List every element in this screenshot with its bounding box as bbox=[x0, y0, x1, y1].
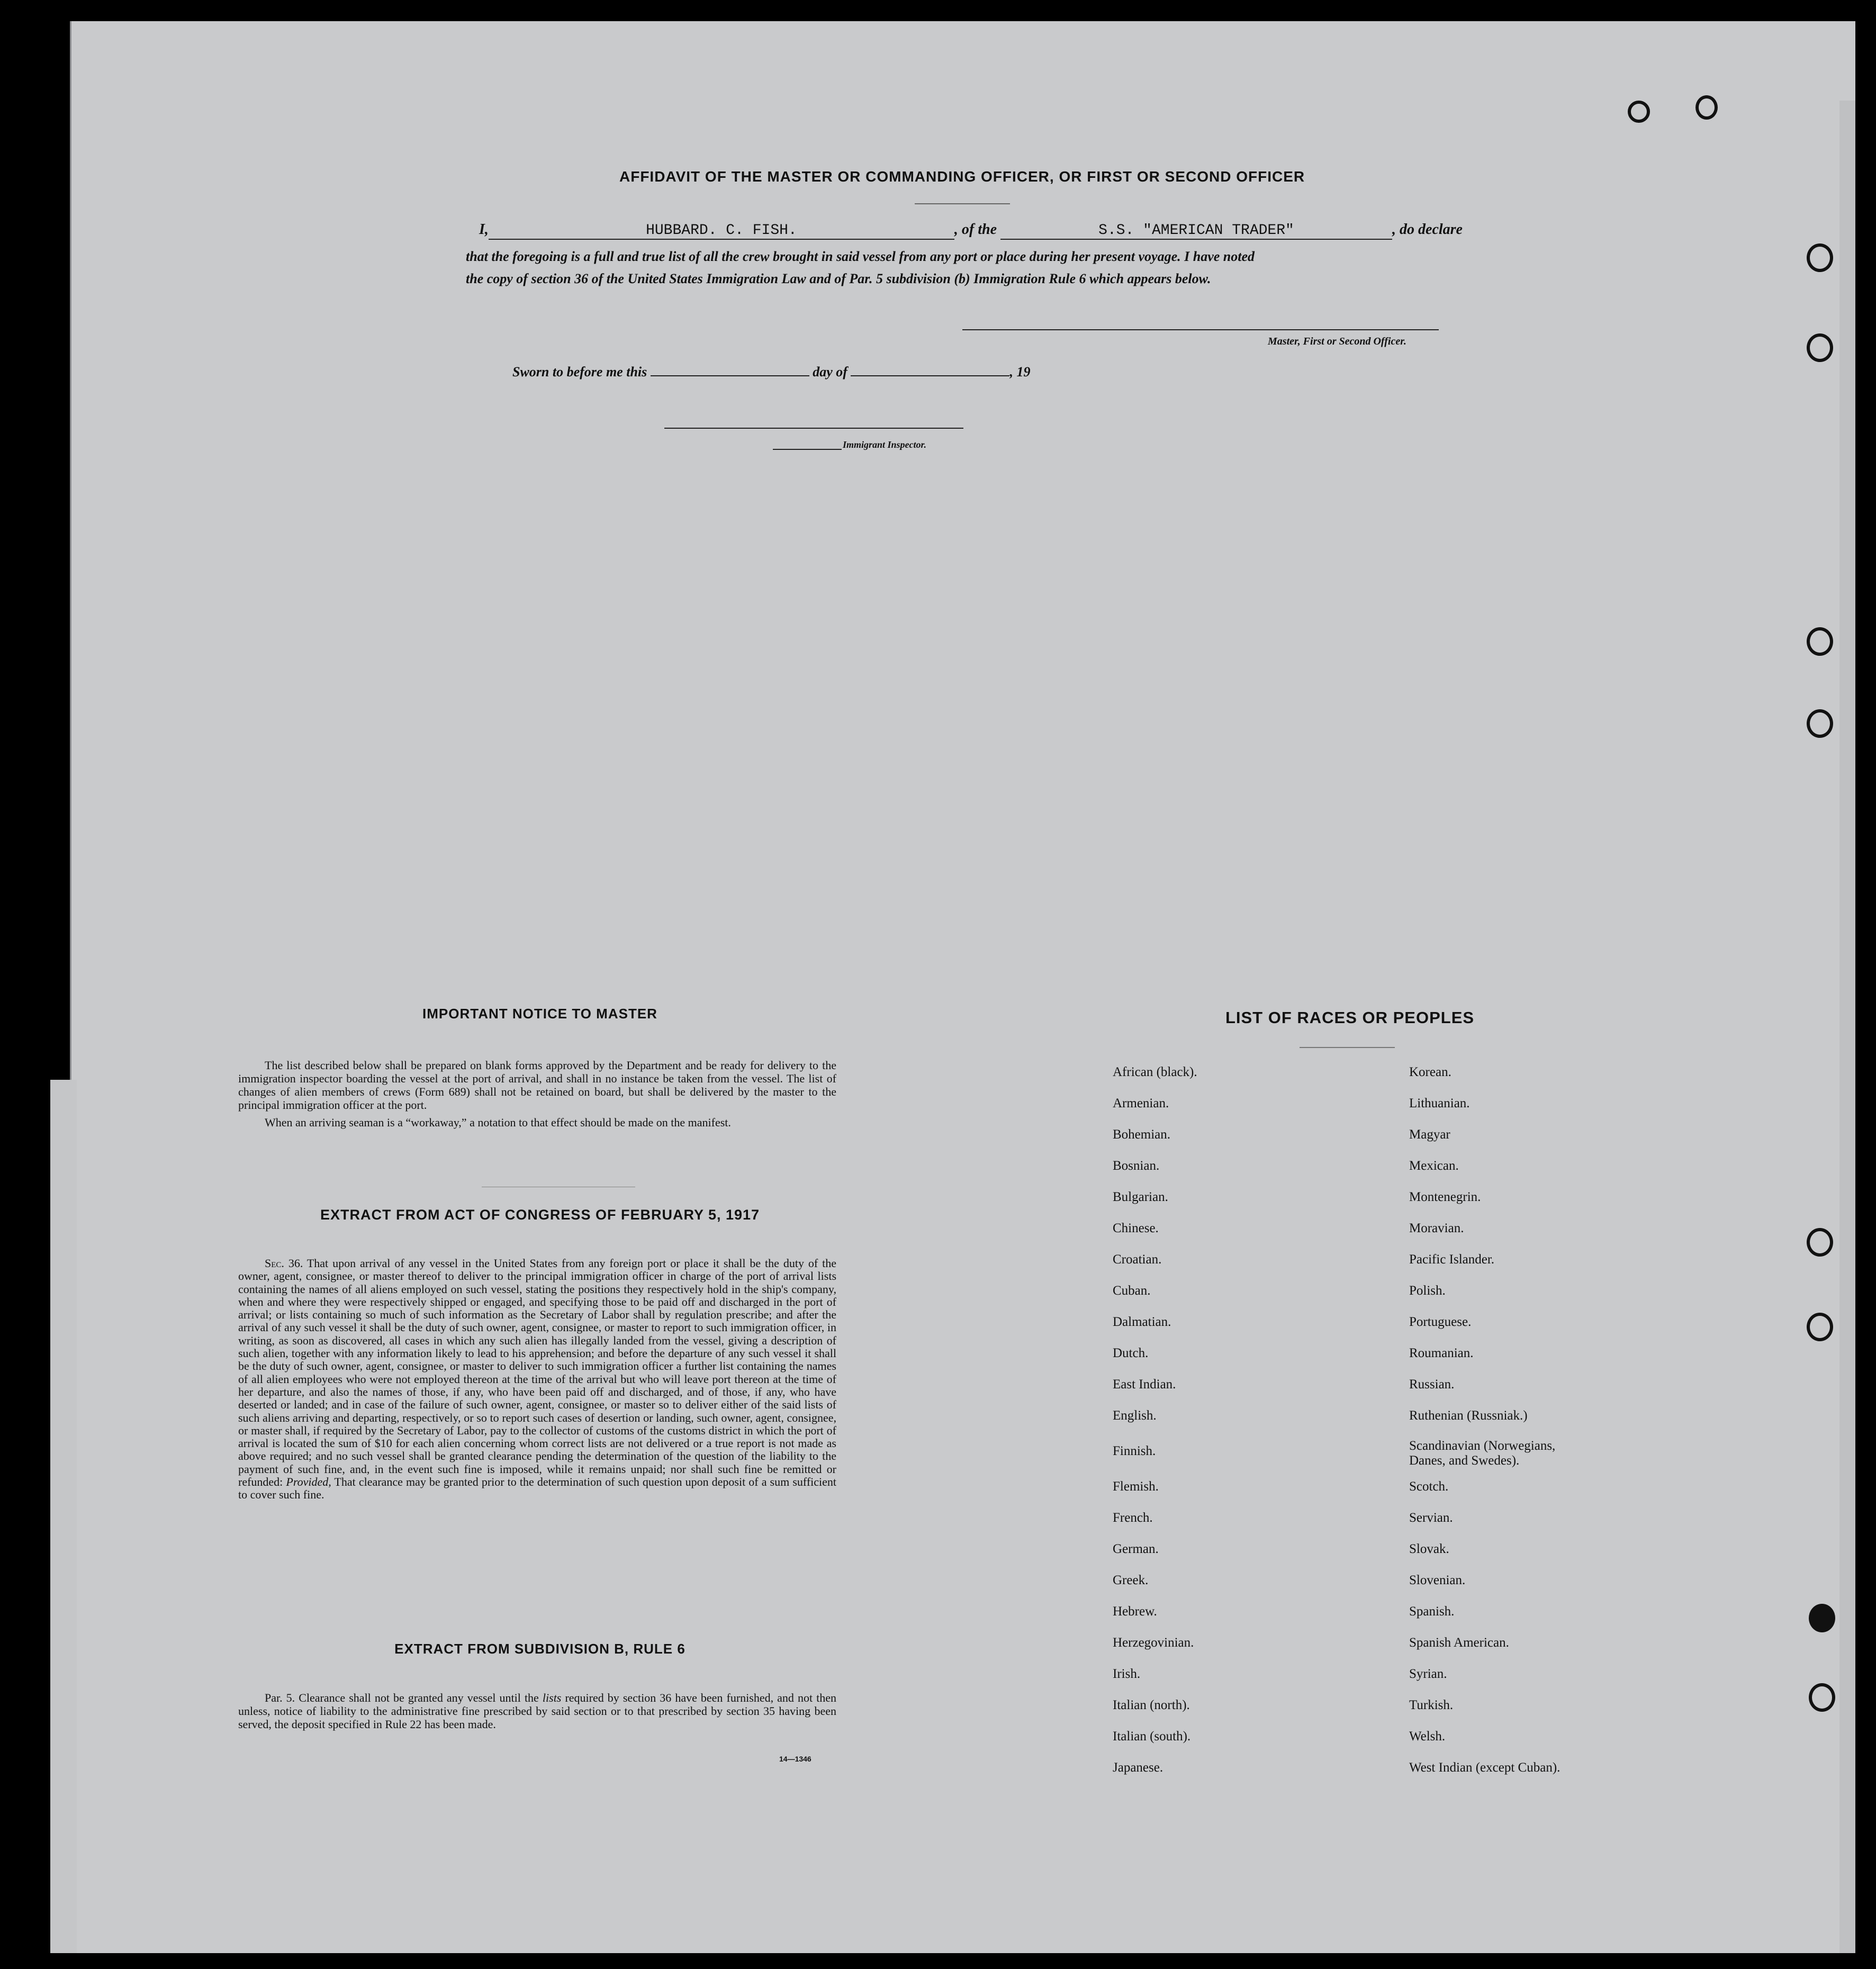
notice-title: IMPORTANT NOTICE TO MASTER bbox=[422, 1006, 657, 1022]
affidavit-title: AFFIDAVIT OF THE MASTER OR COMMANDING OFFICER, OR FIRST OR SECOND OFFICER bbox=[619, 168, 1305, 185]
affidavit-prefix: I, bbox=[479, 221, 489, 238]
race-list-item: Armenian. bbox=[1113, 1096, 1169, 1110]
act-extract-title: EXTRACT FROM ACT OF CONGRESS OF FEBRUARY 5, 1917 bbox=[320, 1207, 760, 1223]
race-list-item: Mexican. bbox=[1409, 1159, 1459, 1173]
inspector-signature-line[interactable] bbox=[664, 428, 963, 429]
divider bbox=[915, 203, 1010, 204]
master-name-field[interactable]: HUBBARD. C. FISH. bbox=[489, 222, 954, 240]
form-number: 14—1346 bbox=[779, 1755, 811, 1763]
race-list-item: Welsh. bbox=[1409, 1729, 1446, 1744]
paper-edge-strip bbox=[1839, 101, 1855, 1953]
race-list-item: Turkish. bbox=[1409, 1698, 1454, 1712]
race-list-item: Hebrew. bbox=[1113, 1604, 1157, 1619]
race-list-item: Chinese. bbox=[1113, 1221, 1159, 1235]
race-list-item: Dalmatian. bbox=[1113, 1315, 1171, 1329]
paper-sheet-edge bbox=[50, 1080, 77, 1953]
punch-hole bbox=[1807, 243, 1833, 272]
race-list-item: Greek. bbox=[1113, 1573, 1149, 1587]
inspector-label: Immigrant Inspector. bbox=[843, 439, 927, 450]
do-declare-text: , do declare bbox=[1392, 221, 1463, 238]
race-list-item: French. bbox=[1113, 1511, 1153, 1525]
race-list-item: Croatian. bbox=[1113, 1252, 1162, 1267]
races-left-column bbox=[1113, 1056, 1197, 1783]
race-list-item: Moravian. bbox=[1409, 1221, 1464, 1235]
race-list-item: Roumanian. bbox=[1409, 1346, 1474, 1360]
punch-hole bbox=[1628, 101, 1650, 123]
notice-paragraph-2: When an arriving seaman is a “workaway,” a notation to that effect should be made on the manifest. bbox=[265, 1116, 731, 1129]
race-list-item: German. bbox=[1113, 1542, 1159, 1556]
sworn-month-field[interactable] bbox=[851, 375, 1009, 376]
race-list-item: Portuguese. bbox=[1409, 1315, 1472, 1329]
punch-hole bbox=[1807, 709, 1833, 738]
race-list-item: East Indian. bbox=[1113, 1377, 1176, 1392]
affidavit-line-2: that the foregoing is a full and true list of all the crew brought in said vessel from any port or place during her present voyage. I have noted bbox=[466, 249, 1255, 264]
race-list-item: Cuban. bbox=[1113, 1284, 1151, 1298]
race-list-item: Syrian. bbox=[1409, 1667, 1447, 1681]
sworn-day-field[interactable] bbox=[651, 375, 809, 376]
master-signature-label: Master, First or Second Officer. bbox=[1268, 336, 1406, 347]
act-section-text: 36. That upon arrival of any vessel in the United States from any foreign port or place it shall be the duty of the owner, agent, consignee, or master thereof to deliver to the principal immigration officer in charge of the port of arrival lists containing the names of all aliens employed on such vessel, stating the positions they respectively hold in the ship's company, when and where they were respectively shipped or engaged, and specifying those to be paid off and discharged in the port of arrival; or lists containing so much of such information as the Secretary of Labor shall by regulation prescribe; and after the arrival of any such vessel it shall be the duty of such owner, agent, consignee, or master to report to such immigration officer, in writing, as soon as discovered, all cases in which any such alien has illegally landed from the vessel, giving a description of such alien, together with any information likely to lead to his apprehension; and before the departure of any such vessel it shall be the duty of such owner, agent, consignee, or master to deliver to such immigration officer a further list containing the names of all alien employees who were not employed thereon at the time of the arrival but who will leave port thereon at the time of her departure, and also the names of those, if any, who have been paid off and discharged, and of those, if any, who have deserted or landed; and in case of the failure of such owner, agent, consignee, or master so to deliver either of the said lists of such aliens arriving and departing, respectively, or so to report such cases of desertion or landing, such owner, agent, consignee, or master shall, if required by the Secretary of Labor, pay to the collector of customs of the customs district in which the port of arrival is located the sum of $10 for each alien concerning whom correct lists are not delivered or a true report is not made as above required; and no such vessel shall be granted clearance pending the determination of the question of the liability to the payment of such fine, and, in the event such fine is imposed, while it remains unpaid; nor shall such fine be remitted or refunded: bbox=[238, 1257, 836, 1489]
act-extract-body bbox=[238, 1257, 836, 1502]
rule-extract-body bbox=[238, 1691, 836, 1731]
race-list-item: Montenegrin. bbox=[1409, 1190, 1481, 1204]
punch-hole bbox=[1809, 1604, 1835, 1632]
race-list-item: Scandinavian (Norwegians, Danes, and Swedes). bbox=[1409, 1439, 1556, 1468]
race-list-item: Herzegovinian. bbox=[1113, 1636, 1194, 1650]
punch-hole bbox=[1695, 95, 1718, 120]
race-list-item: Italian (north). bbox=[1113, 1698, 1190, 1712]
vessel-name-field[interactable]: S.S. "AMERICAN TRADER" bbox=[1000, 222, 1392, 240]
race-list-item: Finnish. bbox=[1113, 1444, 1156, 1458]
sworn-line bbox=[512, 364, 1030, 380]
punch-hole bbox=[1807, 1313, 1833, 1341]
races-right-column bbox=[1409, 1056, 1584, 1783]
race-list-item: Bosnian. bbox=[1113, 1159, 1160, 1173]
paper-sheet bbox=[70, 21, 1855, 1953]
race-list-item: English. bbox=[1113, 1408, 1157, 1423]
notice-paragraph-1: The list described below shall be prepared on blank forms approved by the Department and be ready for delivery to the immigration inspector boarding the vessel at the port of arrival, and shall in no instance be taken from the vessel. The list of changes of alien members of crews (Form 689) shall not be retained on board, but shall be delivered by the master to the principal immigration officer at the port. bbox=[238, 1059, 836, 1112]
race-list-item: Scotch. bbox=[1409, 1479, 1449, 1494]
rule-text-after: required by section 36 have been furnished, and not then unless, notice of liability to the administrative fine prescribed by said section or to that prescribed by section 35 having been served, the deposit specified in Rule 22 has been made. bbox=[238, 1691, 837, 1731]
punch-hole bbox=[1809, 1683, 1835, 1712]
day-of-text: day of bbox=[813, 364, 847, 380]
race-list-item: Ruthenian (Russniak.) bbox=[1409, 1408, 1528, 1423]
punch-hole bbox=[1807, 333, 1833, 362]
inspector-short-line bbox=[773, 449, 842, 450]
race-list-item: West Indian (except Cuban). bbox=[1409, 1760, 1561, 1775]
race-list-item: Dutch. bbox=[1113, 1346, 1149, 1360]
race-list-item: Servian. bbox=[1409, 1511, 1453, 1525]
race-list-item: Slovak. bbox=[1409, 1542, 1449, 1556]
race-list-item: Bulgarian. bbox=[1113, 1190, 1168, 1204]
races-title: LIST OF RACES OR PEOPLES bbox=[1225, 1008, 1475, 1027]
affidavit-line-3: the copy of section 36 of the United States Immigration Law and of Par. 5 subdivision (b) Immigration Rule 6 which appears below. bbox=[466, 271, 1211, 286]
race-list-item: Bohemian. bbox=[1113, 1127, 1171, 1142]
race-list-item: Russian. bbox=[1409, 1377, 1455, 1392]
sworn-text: Sworn to before me this bbox=[512, 364, 647, 380]
affidavit-declaration-line bbox=[479, 221, 1463, 240]
race-list-item: Spanish. bbox=[1409, 1604, 1455, 1619]
punch-hole bbox=[1807, 627, 1833, 656]
divider bbox=[1300, 1047, 1395, 1048]
race-list-item: Polish. bbox=[1409, 1284, 1446, 1298]
proviso-text: That clearance may be granted prior to the determination of such question upon deposit of a sum sufficient to cover such fine. bbox=[238, 1475, 837, 1502]
race-list-item: Italian (south). bbox=[1113, 1729, 1191, 1744]
race-list-item: Japanese. bbox=[1113, 1760, 1164, 1775]
race-list-item: Lithuanian. bbox=[1409, 1096, 1470, 1110]
race-list-item: Pacific Islander. bbox=[1409, 1252, 1495, 1267]
lists-word: lists bbox=[542, 1691, 562, 1704]
race-list-item: Irish. bbox=[1113, 1667, 1141, 1681]
race-list-item: Korean. bbox=[1409, 1065, 1451, 1079]
section-label: Sec. bbox=[265, 1257, 284, 1270]
master-signature-line[interactable] bbox=[962, 329, 1439, 330]
proviso-word: Provided, bbox=[286, 1475, 331, 1489]
race-list-item: African (black). bbox=[1113, 1065, 1197, 1079]
of-the-text: , of the bbox=[954, 221, 997, 238]
race-list-item: Magyar bbox=[1409, 1127, 1450, 1142]
race-list-item: Spanish American. bbox=[1409, 1636, 1509, 1650]
rule-extract-title: EXTRACT FROM SUBDIVISION B, RULE 6 bbox=[394, 1641, 686, 1657]
race-list-item: Slovenian. bbox=[1409, 1573, 1466, 1587]
rule-text-before: Par. 5. Clearance shall not be granted any vessel until the bbox=[265, 1691, 539, 1704]
notice-body bbox=[238, 1059, 836, 1129]
year-prefix-text: , 19 bbox=[1009, 364, 1031, 380]
punch-hole bbox=[1807, 1228, 1833, 1257]
race-list-item: Flemish. bbox=[1113, 1479, 1159, 1494]
